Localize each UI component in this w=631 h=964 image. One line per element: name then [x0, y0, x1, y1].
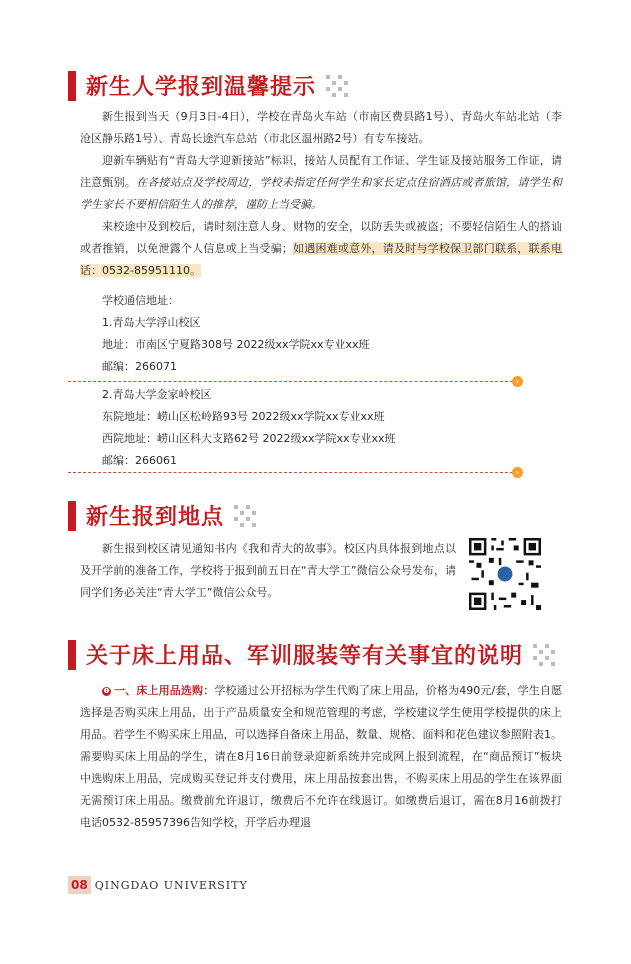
divider — [68, 381, 518, 382]
paragraph-location: 新生报到校区请见通知书内《我和青大的故事》。校区内具体报到地点以及开学前的准备工作，学校将于报到前五日在“青大学工”微信公众号发布，请同学们务必关注“青大学工”微信公众号。 — [80, 542, 456, 599]
paragraph-bedding — [80, 680, 562, 834]
paragraph-pickup: 新生报到当天（9月3日-4日），学校在青岛火车站（市南区费县路1号）、青岛火车站北站（李沧区静乐路1号）、青岛长途汽车总站（市北区温州路2号）有专车接站。 — [80, 110, 562, 145]
paragraph-safety — [80, 216, 562, 282]
campus-jinjialing-zip: 邮编：266061 — [102, 454, 177, 467]
campus-jinjialing-west-address: 西院地址：崂山区科大支路62号 2022级xx学院xx专业xx班 — [102, 432, 396, 445]
footer-university-name: QINGDAO UNIVERSITY — [94, 878, 248, 892]
dots-pattern-icon — [533, 644, 555, 666]
address-label: 学校通信地址： — [102, 294, 179, 307]
section-heading-welcome — [68, 70, 348, 101]
section-heading-bedding — [68, 639, 555, 670]
safety-text: 来校途中及到校后，请时刻注意人身、财物的安全，以防丢失或被盗；不要轻信陌生人的搭讪或者推销，以免泄露个人信息或上当受骗； — [80, 220, 562, 255]
campus-fushan-zip: 邮编：266071 — [102, 360, 177, 373]
divider — [68, 472, 518, 473]
bedding-text: 学校通过公开招标为学生代购了床上用品，价格为490元/套，学生自愿选择是否购买床上用品，出于产品质量安全和规范管理的考虑，学校建议学生使用学校提供的床上用品。若学生不购买床上用品，可以选择自备床上用品，数量、规格、面料和花色建议参照附表1。需要购买床上用品的学生，请在8月16日前登录迎新系统并完成网上报到流程，在“商品预订”板块中选购床上用品，完成购买登记并支付费用，床上用品按套出售，不购买床上用品的学生在该界面无需预订床上用品。缴费前允许退订，缴费后不允许在线退订。如缴费后退订，需在8月16前拨打电话0532-85957396告知学校，开学后办理退 — [80, 684, 563, 829]
heading-bar — [68, 640, 76, 670]
section-heading-location — [68, 500, 256, 531]
heading-bar — [68, 71, 76, 101]
page-number: 08 — [68, 876, 91, 894]
campus-fushan-address: 地址：市南区宁夏路308号 2022级xx学院xx专业xx班 — [102, 338, 370, 351]
page-footer — [68, 876, 248, 894]
number-marker-icon: ❶ — [103, 687, 110, 695]
emergency-contact-highlight: 如遇困难或意外，请及时与学校保卫部门联系，联系电话：0532-85951110。 — [80, 242, 563, 277]
qr-code-icon[interactable] — [469, 538, 541, 610]
campus-jinjialing-title: 2.青岛大学金家岭校区 — [102, 388, 212, 401]
dots-pattern-icon — [326, 75, 348, 97]
subheading-bedding: 一、床上用品选购： — [114, 684, 215, 697]
lodging-warning-text: 在各接站点及学校周边，学校未指定任何学生和家长定点住宿酒店或者旅馆，请学生和学生家长不要相信陌生人的推荐，谨防上当受骗。 — [80, 176, 563, 211]
arrow-right-icon: › — [512, 467, 523, 478]
campus-jinjialing-east-address: 东院地址：崂山区松岭路93号 2022级xx学院xx专业xx班 — [102, 410, 385, 423]
section-title: 关于床上用品、军训服装等有关事宜的说明 — [86, 643, 524, 669]
identification-text: 迎新车辆贴有“青岛大学迎新接站”标识，接站人员配有工作证、学生证及接站服务工作证，请注意甄别。 — [80, 154, 562, 189]
campus-fushan-title: 1.青岛大学浮山校区 — [102, 316, 201, 329]
paragraph-identification — [80, 150, 562, 216]
section-title: 新生人学报到温馨提示 — [86, 74, 317, 100]
dots-pattern-icon — [234, 505, 256, 527]
section-title: 新生报到地点 — [86, 504, 225, 530]
arrow-right-icon: › — [512, 376, 523, 387]
heading-bar — [68, 501, 76, 531]
